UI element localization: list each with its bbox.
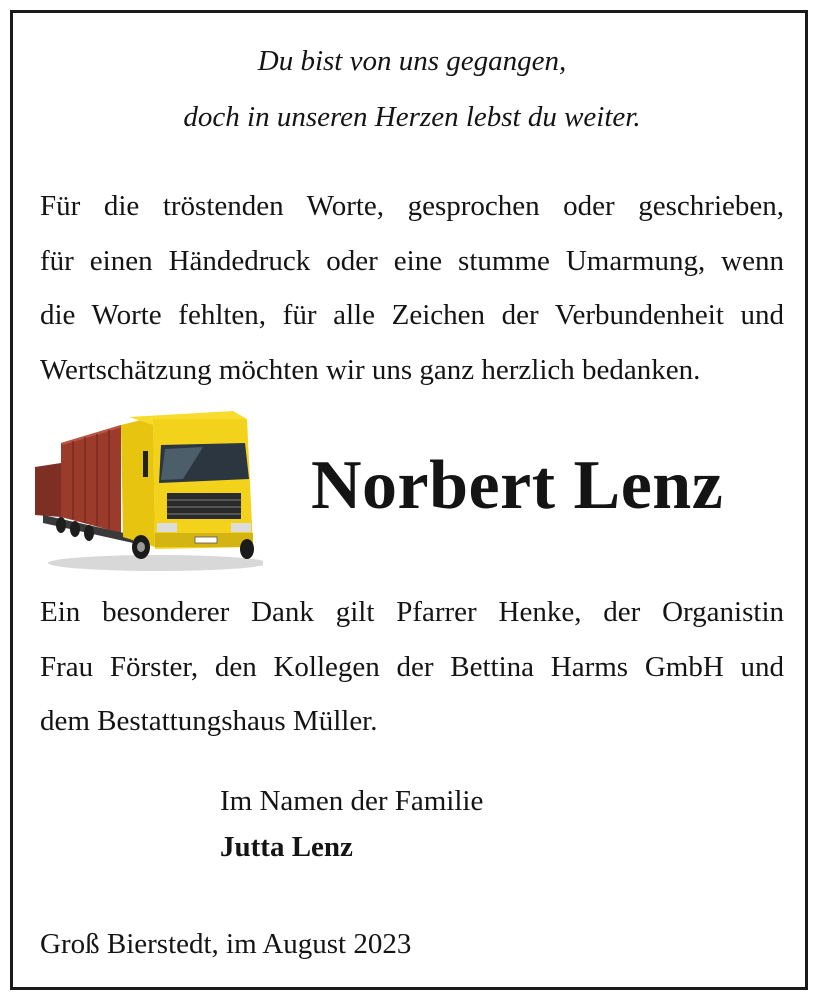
- motto: [13, 33, 811, 145]
- special-thanks-line-1: Ein besonderer Dank gilt Pfarrer Henke, der Organistin: [40, 596, 784, 628]
- motto-line-2: doch in unseren Herzen lebst du weiter.: [183, 101, 641, 133]
- special-thanks-paragraph: [40, 585, 784, 749]
- obituary-frame: [10, 10, 808, 990]
- thanks-paragraph: [40, 179, 784, 397]
- motto-line-1: Du bist von uns gegangen,: [257, 45, 567, 77]
- special-thanks-line-3: dem Bestattungshaus Müller.: [40, 705, 378, 737]
- thanks-line-2: für einen Händedruck oder eine stumme Umarmung, wenn: [40, 244, 784, 277]
- place-date: Groß Bierstedt, im August 2023: [40, 928, 412, 960]
- special-thanks-line-2: Frau Förster, den Kollegen der Bettina Harms GmbH und: [40, 650, 784, 683]
- on-behalf-text: Im Namen der Familie: [220, 785, 484, 817]
- thanks-line-1: Für die tröstenden Worte, gesprochen oder geschrieben,: [40, 190, 784, 222]
- thanks-line-4: Wertschätzung möchten wir uns ganz herzlich bedanken.: [40, 353, 701, 386]
- signer-name: Jutta Lenz: [220, 831, 353, 863]
- thanks-line-3: die Worte fehlten, für alle Zeichen der Verbundenheit und: [40, 299, 784, 331]
- truck-icon: [33, 397, 263, 577]
- deceased-name: Norbert Lenz: [311, 447, 724, 524]
